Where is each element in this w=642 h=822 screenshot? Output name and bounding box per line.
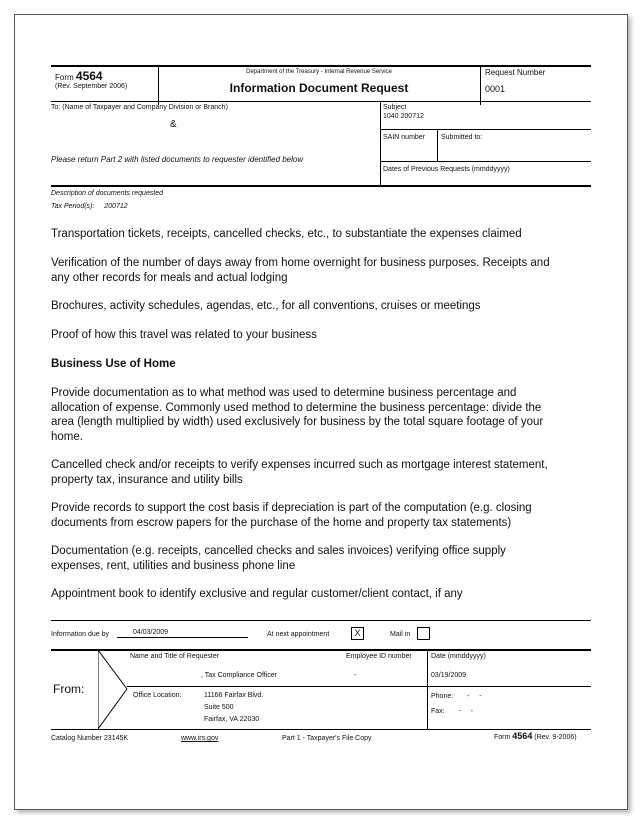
fax	[431, 707, 473, 716]
irs-website-link[interactable]: www.irs.gov	[181, 735, 219, 742]
due-date: 04/03/2009	[133, 629, 169, 636]
item-days-away: Verification of the number of days away from home overnight for business purposes. Receipts and any other records for meals and actual lodging	[51, 257, 550, 284]
sain-divider	[437, 129, 438, 161]
next-appointment-label: At next appointment	[267, 631, 330, 638]
employee-id: -	[354, 672, 357, 679]
form-revision: (Rev. September 2006)	[55, 83, 128, 90]
sain-rule	[380, 161, 591, 162]
sain-label: SAIN number	[383, 134, 426, 141]
submitted-to-label: Submitted to:	[441, 134, 483, 141]
section-heading-business-home: Business Use of Home	[51, 358, 176, 370]
footer-form-number: 4564	[512, 731, 533, 741]
date-label: Date (mmddyyyy)	[431, 653, 486, 660]
header-divider-right	[480, 66, 481, 105]
from-label: From:	[53, 682, 85, 696]
return-note: Please return Part 2 with listed documents to requester identified below	[51, 155, 304, 164]
request-number: 0001	[485, 84, 506, 94]
requester-name: , Tax Compliance Officer	[201, 672, 277, 679]
phone-label: Phone:	[431, 693, 454, 700]
taxpayer-name: &	[170, 119, 177, 130]
next-appointment-checkbox[interactable]: X	[351, 627, 364, 640]
item-brochures: Brochures, activity schedules, agendas, etc., for all conventions, cruises or meetings	[51, 300, 481, 312]
previous-dates-label: Dates of Previous Requests (mmddyyyy)	[383, 166, 510, 173]
header-bottom-rule	[51, 101, 591, 102]
catalog-number: Catalog Number 23145K	[51, 735, 129, 742]
tax-period-value: 200712	[104, 203, 128, 210]
item-transportation: Transportation tickets, receipts, cancelled checks, etc., to substantiate the expenses claimed	[51, 228, 522, 240]
fax-label: Fax:	[431, 708, 445, 715]
form-label: Form 4564	[55, 69, 103, 83]
from-bottom-rule	[51, 729, 591, 730]
item-cancelled-checks: Cancelled check and/or receipts to verify expenses incurred such as mortgage interest statement, property tax, insurance and utility bills	[51, 459, 548, 486]
due-date-line	[117, 637, 248, 638]
date-value: 03/19/2009	[431, 672, 467, 679]
subject-value: 1040 200712	[383, 113, 424, 120]
subject-rule	[380, 129, 591, 130]
item-depreciation-records: Provide records to support the cost basis if depreciation is part of the computation (e.g. closing documents from escrow papers for the purchase of the home and property tax statements)	[51, 502, 532, 529]
to-bottom-rule	[51, 185, 591, 187]
address-line-3: Fairfax, VA 22030	[204, 716, 260, 723]
from-middle-rule	[127, 686, 591, 687]
footer-form-id	[494, 732, 577, 742]
tax-period	[51, 202, 128, 211]
header-top-rule	[51, 65, 591, 67]
mail-in-checkbox[interactable]	[417, 627, 430, 640]
item-office-supply: Documentation (e.g. receipts, cancelled checks and sales invoices) verifying office supply expenses, rent, utilities and business phone line	[51, 545, 506, 572]
employee-id-label: Employee ID number	[346, 653, 412, 660]
item-method-documentation: Provide documentation as to what method was used to determine business percentage and allocation of expense. Commonly used method to determine the business percentage: divide the area (length multiplied by width) used exclusively for business by the total square footage of your home.	[51, 387, 544, 443]
footer-form-rev: (Rev. 9-2006)	[534, 734, 577, 741]
address-line-2: Suite 500	[204, 704, 234, 711]
agency-name: Department of the Treasury - Internal Revenue Service	[246, 69, 392, 75]
irs-form-page	[14, 14, 628, 810]
form-title: Information Document Request	[229, 81, 409, 95]
from-top-rule	[51, 649, 591, 651]
from-arrow-shape	[98, 650, 128, 729]
fax-value: - -	[458, 708, 473, 715]
tax-period-label: Tax Period(s):	[51, 203, 95, 210]
part-label: Part 1 - Taxpayer's File Copy	[282, 735, 372, 742]
item-appointment-book: Appointment book to identify exclusive and regular customer/client contact, if any	[51, 588, 463, 600]
requester-name-label: Name and Title of Requester	[130, 653, 220, 660]
to-column-divider	[380, 102, 381, 185]
address-line-1: 11166 Fairfax Blvd.	[204, 692, 264, 699]
footer-form-label: Form	[494, 734, 511, 741]
request-number-label: Request Number	[485, 68, 546, 77]
mail-in-label: Mail in	[390, 631, 411, 638]
from-column-divider	[427, 650, 428, 729]
office-location-label: Office Location:	[133, 692, 182, 699]
phone	[431, 692, 482, 701]
subject-label: Subject	[383, 104, 407, 111]
to-label: To: (Name of Taxpayer and Company Division or Branch)	[51, 104, 228, 111]
phone-value: - -	[467, 693, 482, 700]
form-number: 4564	[75, 69, 103, 83]
due-label: Information due by	[51, 631, 109, 638]
item-travel-proof: Proof of how this travel was related to your business	[51, 329, 317, 341]
description-label: Description of documents requested	[51, 190, 164, 197]
due-top-rule	[51, 620, 591, 621]
